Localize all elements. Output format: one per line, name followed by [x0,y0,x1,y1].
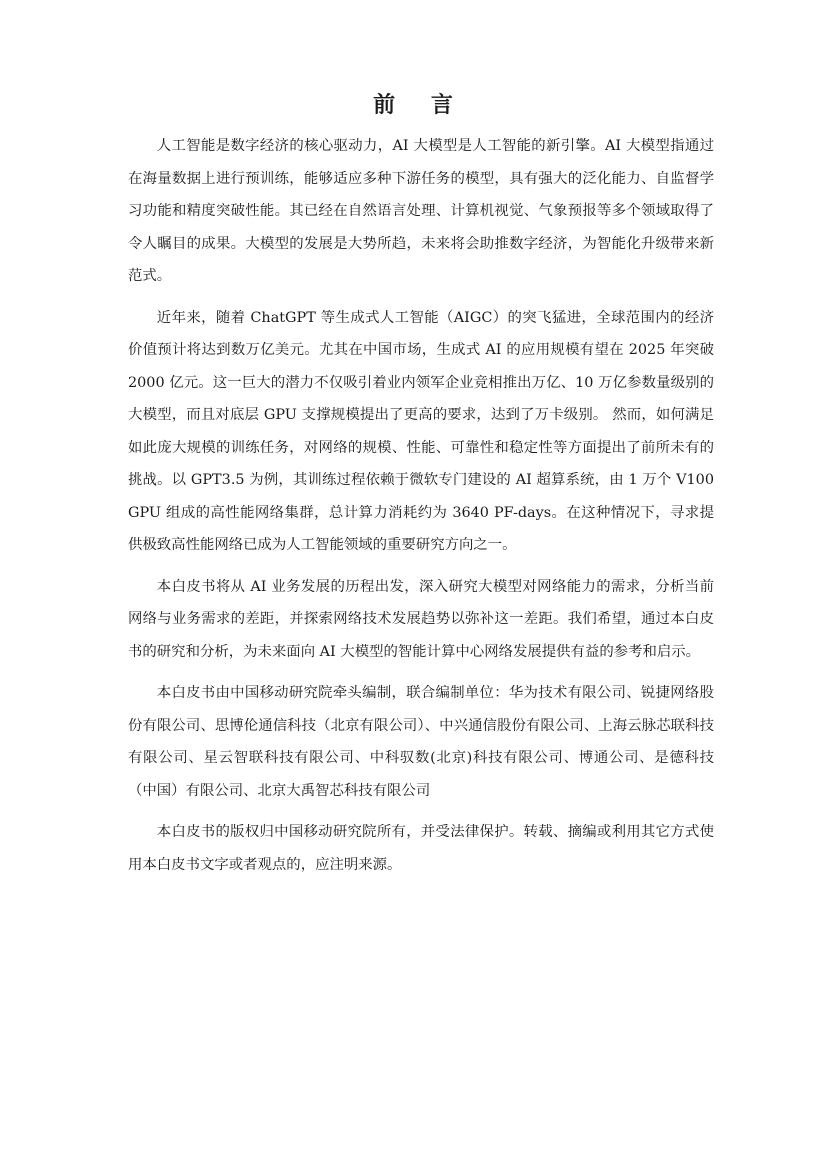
paragraph-contributors: 本白皮书由中国移动研究院牵头编制，联合编制单位：华为技术有限公司、锐捷网络股份有限公司、思博伦通信科技（北京有限公司）、中兴通信股份有限公司、上海云脉芯联科技有限公司、星云智联科技有限公司、中科驭数(北京)科技有限公司、博通公司、是德科技（中国）有限公司、北京大禹智芯科技有限公司 [128,685,714,799]
page-title: 前 言 [373,92,467,118]
document-body [128,130,714,890]
paragraph-purpose: 本白皮书将从 AI 业务发展的历程出发，深入研究大模型对网络能力的需求，分析当前网络与业务需求的差距，并探索网络技术发展趋势以弥补这一差距。我们希望，通过本白皮书的研究和分析，为未来面向 AI 大模型的智能计算中心网络发展提供有益的参考和启示。 [128,578,714,660]
paragraph-background: 近年来，随着 ChatGPT 等生成式人工智能（AIGC）的突飞猛进，全球范围内的经济价值预计将达到数万亿美元。尤其在中国市场，生成式 AI 的应用规模有望在 2025 年突破 2000 亿元。这一巨大的潜力不仅吸引着业内领军企业竞相推出万亿、10 万亿参数量级别的大模型，而且对底层 GPU 支撑规模提出了更高的要求，达到了万卡级别。 然而，如何满足如此庞大规模的训练任务，对网络的规模、性能、可靠性和稳定性等方面提出了前所未有的挑战。以 GPT3.5 为例，其训练过程依赖于微软专门建设的 AI 超算系统，由 1 万个 V100 GPU 组成的高性能网络集群，总计算力消耗约为 3640 PF-days。在这种情况下，寻求提供极致高性能网络已成为人工智能领域的重要研究方向之一。 [128,309,714,553]
paragraph-intro: 人工智能是数字经济的核心驱动力，AI 大模型是人工智能的新引擎。AI 大模型指通过在海量数据上进行预训练，能够适应多种下游任务的模型，具有强大的泛化能力、自监督学习功能和精度突破性能。其已经在自然语言处理、计算机视觉、气象预报等多个领域取得了令人瞩目的成果。大模型的发展是大势所趋，未来将会助推数字经济，为智能化升级带来新范式。 [128,138,714,284]
paragraph-copyright: 本白皮书的版权归中国移动研究院所有，并受法律保护。转载、摘编或利用其它方式使用本白皮书文字或者观点的，应注明来源。 [128,824,714,873]
